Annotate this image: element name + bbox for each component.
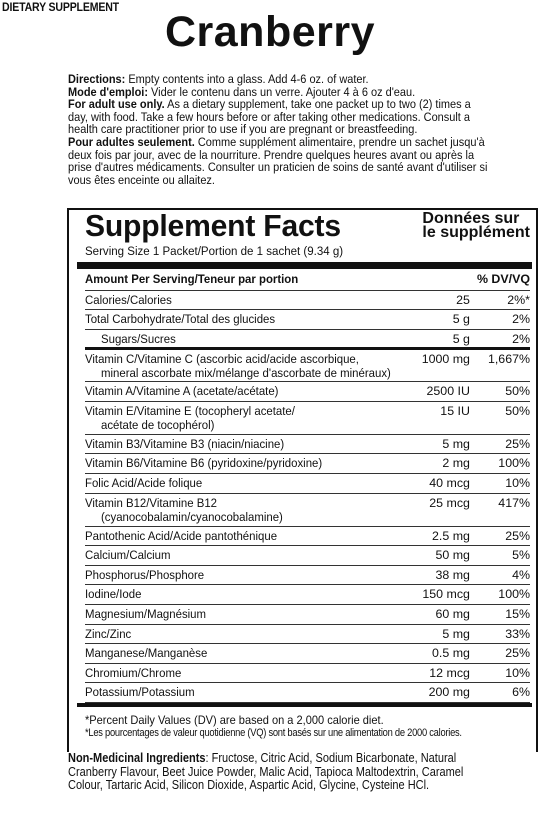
table-row — [85, 290, 530, 310]
directions-label: Directions: — [68, 72, 126, 86]
table-row — [85, 454, 530, 474]
adult-use-fr-text: Comme supplément alimentaire, prendre un sachet jusqu'à deux fois par jour, avec de la nourriture. Prendre quelques heures avant ou après la prise d'autres médicaments. Consulter un praticien de soins de santé avant d'utiliser si vous êtes enceinte ou allaitez. — [68, 134, 488, 187]
facts-column-header — [85, 269, 530, 290]
facts-table — [85, 269, 530, 703]
nutrient-name-continued: acétate de tocophérol) — [101, 417, 215, 432]
nutrient-amount: 12 mcg — [416, 663, 474, 683]
nutrient-dv: 2% — [474, 329, 530, 349]
nutrient-amount: 2.5 mg — [416, 526, 474, 546]
nutrient-amount: 200 mg — [416, 683, 474, 703]
facts-header — [85, 210, 530, 242]
nutrient-name: Phosphorus/Phosphore — [85, 565, 416, 585]
nutrient-dv: 25% — [474, 434, 530, 454]
nutrient-name: Vitamin B3/Vitamine B3 (niacin/niacine) — [85, 434, 416, 454]
nutrient-name: Total Carbohydrate/Total des glucides — [85, 310, 416, 330]
nutrient-dv: 25% — [474, 644, 530, 664]
nutrient-amount: 1000 mg — [416, 349, 474, 382]
nutrient-amount: 5 mg — [416, 624, 474, 644]
nutrient-amount: 50 mg — [416, 546, 474, 566]
nutrient-amount: 25 mcg — [416, 493, 474, 526]
nutrient-name: Folic Acid/Acide folique — [85, 474, 416, 494]
adult-use-fr-label: Pour adultes seulement. — [68, 134, 195, 149]
nutrient-dv: 417% — [474, 493, 530, 526]
directions-block — [68, 73, 491, 186]
directions-text: Empty contents into a glass. Add 4-6 oz. of water. — [128, 72, 369, 86]
serving-size: Serving Size 1 Packet/Portion de 1 sachet (9.34 g) — [85, 244, 344, 258]
nutrient-name: Calcium/Calcium — [85, 546, 416, 566]
table-row — [85, 546, 530, 566]
nutrient-dv: 2% — [474, 310, 530, 330]
adult-use-line — [68, 98, 491, 136]
nutrient-dv: 6% — [474, 683, 530, 703]
nutrient-name: Zinc/Zinc — [85, 624, 416, 644]
table-row — [85, 605, 530, 625]
table-row — [85, 474, 530, 494]
nutrient-name: Vitamin B6/Vitamine B6 (pyridoxine/pyridoxine) — [85, 454, 416, 474]
nutrient-name: Vitamin E/Vitamine E (tocopheryl acetate/ acétate de tocophérol) — [85, 401, 416, 434]
nutrient-name-continued: (cyanocobalamin/cyanocobalamine) — [101, 509, 283, 524]
nutrient-amount: 2 mg — [416, 454, 474, 474]
table-row — [85, 565, 530, 585]
table-row — [85, 683, 530, 703]
nutrient-name: Potassium/Potassium — [85, 683, 416, 703]
nutrient-amount: 25 — [416, 290, 474, 310]
nutrient-amount: 40 mcg — [416, 474, 474, 494]
nutrient-name: Manganese/Manganèse — [85, 644, 416, 664]
nutrient-dv: 100% — [474, 454, 530, 474]
table-row — [85, 663, 530, 683]
facts-title-fr — [422, 212, 530, 240]
table-row — [85, 382, 530, 402]
nutrient-name: Vitamin A/Vitamine A (acetate/acétate) — [85, 382, 416, 402]
nutrient-amount: 38 mg — [416, 565, 474, 585]
nutrient-dv: 50% — [474, 382, 530, 402]
ingredients-text: : Fructose, Citric Acid, Sodium Bicarbonate, Natural Cranberry Flavour, Beet Juice Powder, Malic Acid, Tapioca Maltodextrin, Caramel Colour, Tartaric Acid, Silicon Dioxide, Aspartic Acid, Glycine, Cysteine HCl. — [68, 751, 464, 792]
nutrient-dv: 10% — [474, 474, 530, 494]
nutrient-name-continued: mineral ascorbate mix/mélange d'ascorbate de minéraux) — [101, 366, 391, 381]
nutrient-name: Calories/Calories — [85, 290, 416, 310]
nutrient-name: Vitamin C/Vitamine C (ascorbic acid/acide ascorbique, mineral ascorbate mix/mélange d'ascorbate de minéraux) — [85, 349, 416, 382]
nutrient-name: Sugars/Sucres — [85, 329, 416, 349]
facts-title-fr-line2: le supplément — [422, 224, 530, 241]
nutrient-name: Pantothenic Acid/Acide pantothénique — [85, 526, 416, 546]
table-row — [85, 434, 530, 454]
mode-emploi-label: Mode d'emploi: — [68, 84, 149, 99]
col-dv-header: % DV/VQ — [474, 269, 530, 290]
nutrient-name: Vitamin B12/Vitamine B12 (cyanocobalamin/cyanocobalamine) — [85, 493, 416, 526]
facts-title: Supplement Facts — [85, 208, 341, 243]
nutrient-dv: 50% — [474, 401, 530, 434]
table-row — [85, 526, 530, 546]
col-amount-header: Amount Per Serving/Teneur par portion — [85, 269, 474, 290]
nutrient-dv: 2%* — [474, 290, 530, 310]
footnote-fr: *Les pourcentages de valeur quotidienne (VQ) sont basés sur une alimentation de 2000 calories. — [85, 727, 462, 739]
nutrient-name: Iodine/Iode — [85, 585, 416, 605]
category-label: DIETARY SUPPLEMENT — [2, 0, 119, 14]
nutrient-amount: 5 g — [416, 310, 474, 330]
table-row — [85, 644, 530, 664]
table-row — [85, 624, 530, 644]
nutrient-amount: 60 mg — [416, 605, 474, 625]
supplement-facts-panel — [67, 208, 538, 752]
bottom-rule — [77, 703, 532, 707]
nutrient-dv: 25% — [474, 526, 530, 546]
nutrient-dv: 1,667% — [474, 349, 530, 382]
adult-use-fr-line — [68, 136, 491, 186]
nutrient-amount: 0.5 mg — [416, 644, 474, 664]
table-row — [85, 493, 530, 526]
ingredients-label: Non-Medicinal Ingredients — [68, 751, 206, 765]
ingredients-block — [68, 752, 490, 793]
product-title: Cranberry — [164, 8, 376, 56]
table-row — [85, 349, 530, 382]
nutrient-dv: 4% — [474, 565, 530, 585]
nutrient-amount: 5 g — [416, 329, 474, 349]
adult-use-text: As a dietary supplement, take one packet up to two (2) times a day, with food. Take a few hours before or after taking other medications. Consult a health care practitioner prior to use if you are pregnant or breastfeeding. — [68, 97, 471, 137]
nutrient-dv: 15% — [474, 605, 530, 625]
nutrient-name: Chromium/Chrome — [85, 663, 416, 683]
adult-use-label: For adult use only. — [68, 97, 165, 112]
nutrient-amount: 2500 IU — [416, 382, 474, 402]
nutrient-amount: 5 mg — [416, 434, 474, 454]
nutrient-amount: 15 IU — [416, 401, 474, 434]
thick-rule — [77, 262, 532, 269]
table-row — [85, 585, 530, 605]
nutrient-dv: 10% — [474, 663, 530, 683]
mode-emploi-text: Vider le contenu dans un verre. Ajouter 4 à 6 oz d'eau. — [151, 84, 416, 99]
nutrient-dv: 100% — [474, 585, 530, 605]
nutrient-name: Magnesium/Magnésium — [85, 605, 416, 625]
table-row — [85, 401, 530, 434]
table-row — [85, 310, 530, 330]
nutrient-dv: 5% — [474, 546, 530, 566]
nutrient-dv: 33% — [474, 624, 530, 644]
footnote-en: *Percent Daily Values (DV) are based on a 2,000 calorie diet. — [85, 713, 384, 727]
nutrient-amount: 150 mcg — [416, 585, 474, 605]
facts-title-fr-line1: Données sur — [422, 210, 520, 227]
table-row — [85, 329, 530, 349]
